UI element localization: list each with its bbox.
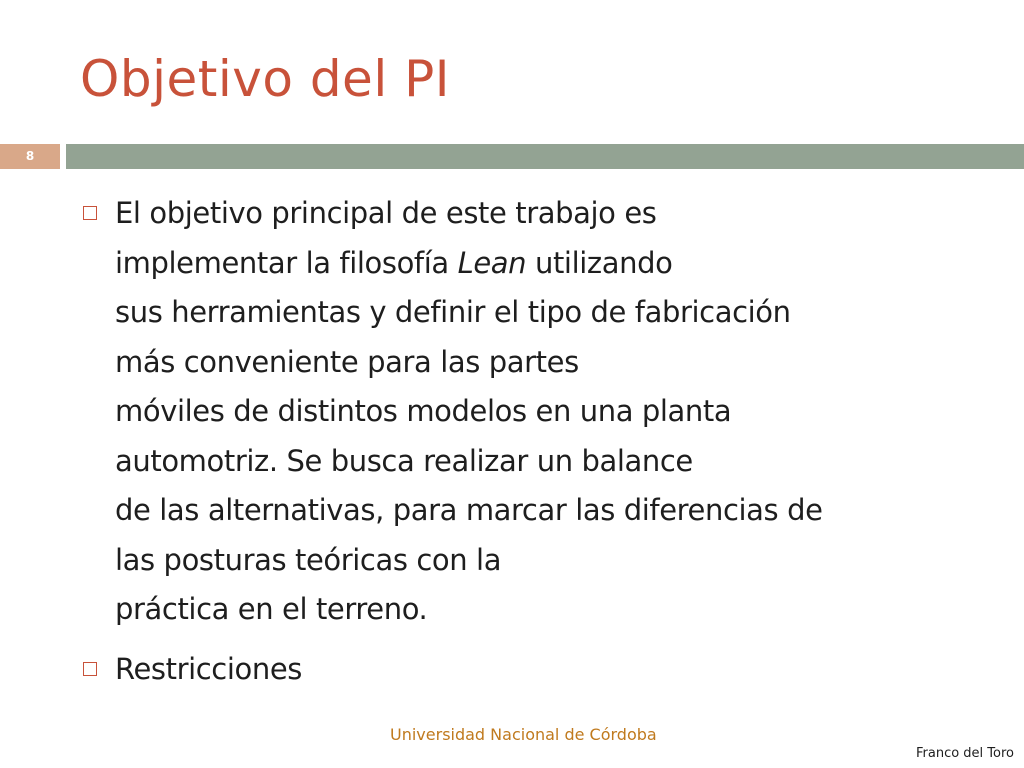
bullet-line: práctica en el terreno. [115,592,428,626]
bullet-line-text: utilizando [526,245,673,280]
footer-author: Franco del Toro [915,746,1014,761]
slide-title: Objetivo del PI [80,50,450,108]
bullet-line: móviles de distintos modelos en una planta [115,394,732,428]
hollow-square-bullet-icon [83,206,97,220]
bullet-line: automotriz. Se busca realizar un balance [115,443,693,478]
bullet-line: de las alternativas, para marcar las diferencias de [115,493,823,527]
bullet-item-objective [80,189,980,635]
bullet-item-restrictions [80,645,980,695]
bullet-line: sus herramientas y definir el tipo de fabricación [115,295,791,329]
bullet-line: más conveniente para las partes [115,344,579,379]
header-accent-bar [66,144,1024,169]
emphasized-term: Lean [457,245,527,280]
hollow-square-bullet-icon [83,662,97,676]
slide-number: 8 [25,149,35,163]
bullet-line-text: implementar la filosofía [115,245,458,280]
bullet-line: Restricciones [115,651,302,686]
bullet-line [115,239,823,289]
bullet-line: las posturas teóricas con la [115,542,502,577]
bullet-text [115,189,823,635]
bullet-line: El objetivo principal de este trabajo es [115,196,657,230]
bullet-text [115,645,302,695]
footer-institution: Universidad Nacional de Córdoba [390,725,657,744]
slide-content [80,189,980,704]
